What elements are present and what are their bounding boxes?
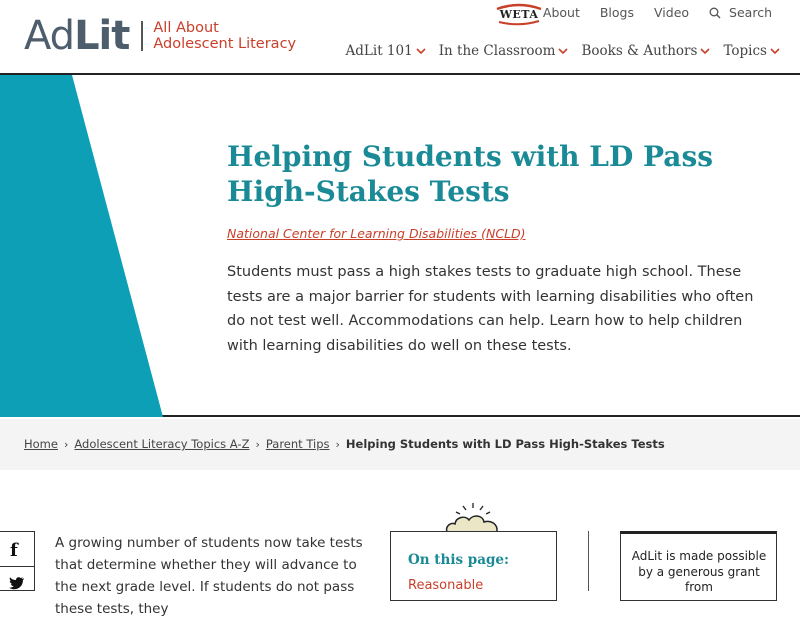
toc-title: On this page: — [408, 552, 509, 568]
nav-adlit-101-label: AdLit 101 — [345, 43, 413, 59]
logo-wordmark — [24, 14, 129, 58]
page-summary: Students must pass a high stakes tests to graduate high school. These tests are a major barrier for students with learning disabilities who often do not test well. Accommodations can help. Learn how to help children with learning disabilities do well on these tests. — [227, 264, 754, 354]
nav-in-the-classroom[interactable] — [439, 43, 569, 59]
search-icon — [709, 7, 721, 19]
cloud-sun-icon — [443, 501, 503, 535]
breadcrumb-topics[interactable]: Adolescent Literacy Topics A-Z — [74, 437, 250, 451]
breadcrumb-home[interactable]: Home — [24, 437, 58, 451]
article-body: A growing number of students now take tests that determine whether they will advance to the next grade level. If students do not pass these tests, they — [55, 535, 363, 617]
nav-in-the-classroom-label: In the Classroom — [438, 43, 556, 59]
chevron-down-icon — [770, 47, 780, 55]
breadcrumb-parent-tips[interactable]: Parent Tips — [265, 437, 330, 451]
search-label: Search — [729, 5, 772, 20]
logo-tagline — [153, 20, 296, 52]
tagline-line2: Adolescent Literacy — [153, 36, 297, 52]
breadcrumb-current: Helping Students with LD Pass High-Stakes Tests — [345, 437, 665, 451]
weta-text: WETA — [499, 8, 539, 21]
hero-teal-shape — [0, 75, 170, 417]
sponsor-box — [620, 531, 777, 601]
tagline-line1: All About — [153, 20, 219, 36]
main-nav — [333, 43, 780, 59]
site-header — [0, 0, 800, 75]
facebook-icon[interactable]: f — [10, 540, 18, 561]
nav-about[interactable]: About — [542, 5, 580, 20]
social-divider — [0, 566, 34, 567]
nav-blogs[interactable]: Blogs — [599, 5, 635, 20]
chevron-right-icon: › — [335, 437, 340, 451]
source-link[interactable]: National Center for Learning Disabilities (NCLD) — [227, 226, 526, 241]
breadcrumb — [24, 437, 665, 451]
hero-section — [0, 75, 800, 417]
chevron-down-icon — [700, 47, 710, 55]
nav-topics[interactable] — [723, 43, 780, 59]
nav-video[interactable]: Video — [654, 5, 690, 20]
logo-lit: Lit — [74, 13, 130, 59]
toc-link-reasonable[interactable]: Reasonable — [408, 578, 484, 593]
chevron-down-icon — [416, 47, 426, 55]
nav-books-authors-label: Books & Authors — [581, 43, 698, 59]
page-title: Helping Students with LD Pass High-Stakes Tests — [227, 140, 713, 208]
site-logo[interactable] — [24, 14, 296, 58]
nav-adlit-101[interactable] — [346, 43, 426, 59]
logo-ad: Ad — [24, 13, 75, 59]
on-this-page-box — [390, 531, 557, 601]
utility-nav — [523, 5, 772, 20]
chevron-down-icon — [558, 47, 568, 55]
sponsor-text: AdLit is made possible by a generous grant from — [631, 549, 767, 594]
chevron-right-icon: › — [255, 437, 260, 451]
nav-books-authors[interactable] — [581, 43, 710, 59]
twitter-icon[interactable] — [9, 576, 25, 590]
search-button[interactable] — [709, 5, 772, 20]
social-share — [0, 531, 35, 591]
logo-divider — [141, 21, 143, 51]
chevron-right-icon: › — [63, 437, 69, 451]
column-divider — [588, 531, 589, 591]
nav-topics-label: Topics — [723, 43, 767, 59]
